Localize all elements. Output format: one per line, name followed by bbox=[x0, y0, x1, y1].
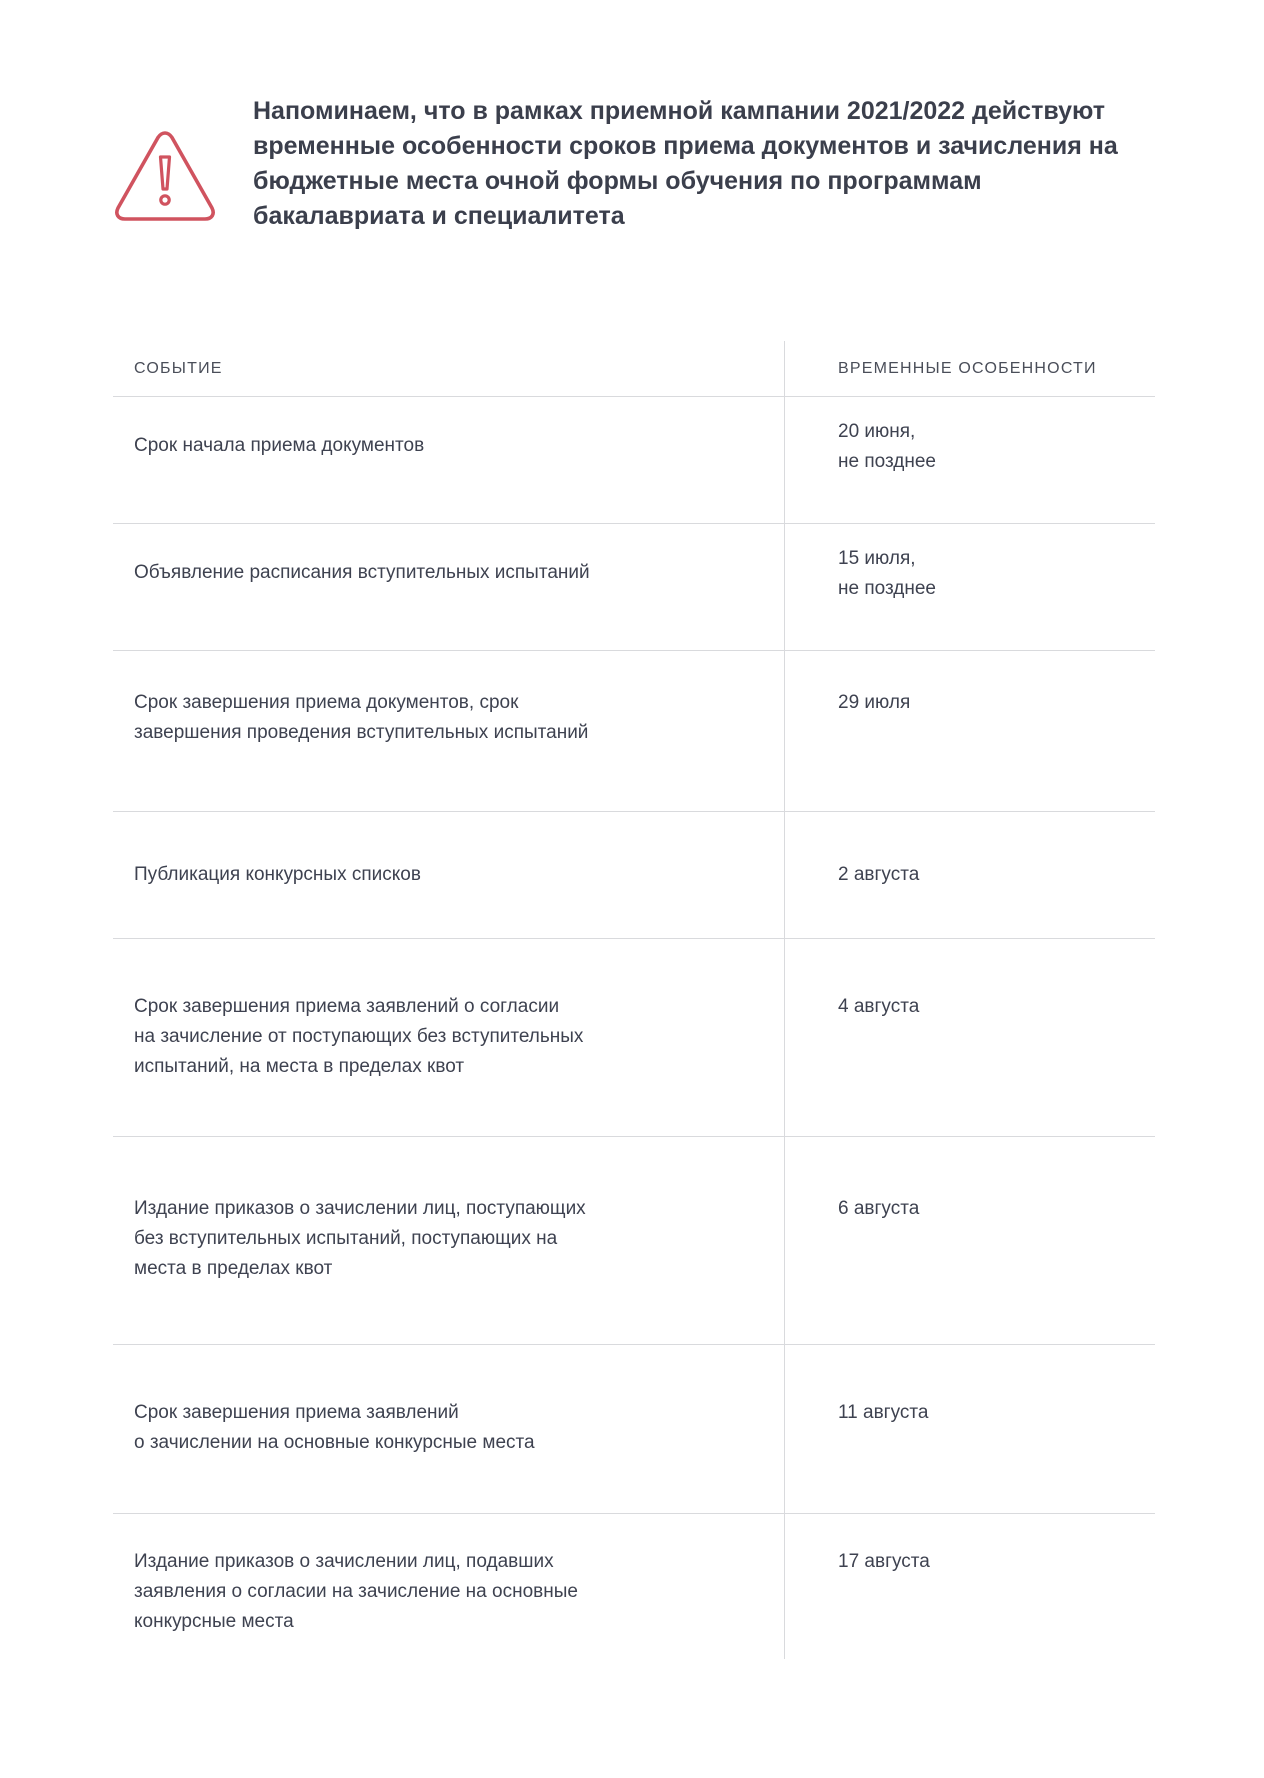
date-cell: 20 июня, не позднее bbox=[838, 421, 936, 472]
table-row bbox=[113, 1345, 1155, 1514]
date-cell: 11 августа bbox=[838, 1402, 929, 1423]
table-row bbox=[113, 524, 1155, 651]
date-cell: 2 августа bbox=[838, 864, 920, 885]
table-row bbox=[113, 812, 1155, 939]
date-cell: 15 июля, не позднее bbox=[838, 548, 936, 599]
event-cell: Издание приказов о зачислении лиц, поступающих без вступительных испытаний, поступающих на места в пределах квот bbox=[134, 1198, 586, 1279]
warning-triangle-icon bbox=[112, 128, 218, 224]
event-cell: Публикация конкурсных списков bbox=[134, 864, 421, 885]
table-row bbox=[113, 1514, 1155, 1666]
date-cell: 4 августа bbox=[838, 996, 920, 1017]
date-cell: 17 августа bbox=[838, 1551, 930, 1572]
header-time-features: ВРЕМЕННЫЕ ОСОБЕННОСТИ bbox=[838, 360, 1097, 377]
date-cell: 29 июля bbox=[838, 692, 911, 713]
table-row bbox=[113, 651, 1155, 812]
notice-text: Напоминаем, что в рамках приемной кампании 2021/2022 действуют временные особенности сроков приема документов и зачисления на бюджетные места очной формы обучения по программам бакалавриата и специалитета bbox=[253, 97, 1118, 230]
table-header bbox=[113, 341, 1155, 397]
event-cell: Объявление расписания вступительных испытаний bbox=[134, 562, 590, 583]
notice-block bbox=[112, 94, 1152, 234]
date-cell: 6 августа bbox=[838, 1198, 920, 1219]
table-row bbox=[113, 397, 1155, 524]
event-cell: Срок завершения приема заявлений о согласии на зачисление от поступающих без вступительных испытаний, на места в пределах квот bbox=[134, 996, 584, 1077]
event-cell: Срок завершения приема документов, срок завершения проведения вступительных испытаний bbox=[134, 692, 589, 743]
table-row bbox=[113, 1137, 1155, 1345]
header-event: СОБЫТИЕ bbox=[134, 360, 223, 377]
schedule-table bbox=[113, 341, 1155, 1666]
event-cell: Срок начала приема документов bbox=[134, 435, 425, 456]
event-cell: Издание приказов о зачислении лиц, подавших заявления о согласии на зачисление на основные конкурсные места bbox=[134, 1551, 578, 1632]
table-row bbox=[113, 939, 1155, 1137]
event-cell: Срок завершения приема заявлений о зачислении на основные конкурсные места bbox=[134, 1402, 535, 1453]
